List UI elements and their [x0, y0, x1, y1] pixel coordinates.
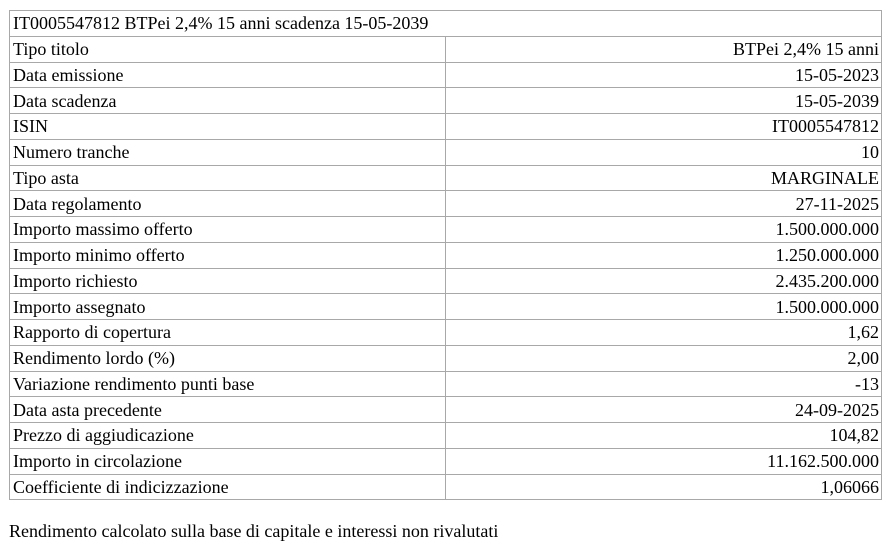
- table-row: [10, 397, 882, 423]
- row-label: Variazione rendimento punti base: [10, 371, 446, 397]
- table-row: [10, 114, 882, 140]
- table-row: [10, 294, 882, 320]
- row-value: 1,62: [446, 320, 882, 346]
- row-label: Data scadenza: [10, 88, 446, 114]
- row-label: Rendimento lordo (%): [10, 345, 446, 371]
- row-label: Data asta precedente: [10, 397, 446, 423]
- row-label: Importo assegnato: [10, 294, 446, 320]
- row-label: Importo in circolazione: [10, 448, 446, 474]
- yield-footnote: Rendimento calcolato sulla base di capitale e interessi non rivalutati: [9, 521, 499, 541]
- row-label: Numero tranche: [10, 139, 446, 165]
- table-row: [10, 423, 882, 449]
- auction-results-table-wrapper: [9, 10, 882, 500]
- row-value: 27-11-2025: [446, 191, 882, 217]
- row-label: Importo richiesto: [10, 268, 446, 294]
- row-value: 24-09-2025: [446, 397, 882, 423]
- row-label: Importo massimo offerto: [10, 217, 446, 243]
- row-label: Tipo titolo: [10, 36, 446, 62]
- row-label: Tipo asta: [10, 165, 446, 191]
- row-label: ISIN: [10, 114, 446, 140]
- row-value: 11.162.500.000: [446, 448, 882, 474]
- row-value: 2.435.200.000: [446, 268, 882, 294]
- row-label: Importo minimo offerto: [10, 242, 446, 268]
- table-row: [10, 268, 882, 294]
- table-row: [10, 217, 882, 243]
- auction-results-table-body: [10, 11, 882, 500]
- table-row: [10, 139, 882, 165]
- row-value: 1,06066: [446, 474, 882, 500]
- table-row: [10, 345, 882, 371]
- row-label: Rapporto di copertura: [10, 320, 446, 346]
- row-label: Data emissione: [10, 62, 446, 88]
- row-value: 10: [446, 139, 882, 165]
- table-row: [10, 88, 882, 114]
- auction-results-table: [9, 10, 882, 500]
- table-row: [10, 62, 882, 88]
- row-value: IT0005547812: [446, 114, 882, 140]
- table-row: [10, 474, 882, 500]
- table-row: [10, 371, 882, 397]
- row-label: Data regolamento: [10, 191, 446, 217]
- row-label: Coefficiente di indicizzazione: [10, 474, 446, 500]
- row-value: 1.500.000.000: [446, 294, 882, 320]
- row-value: 15-05-2023: [446, 62, 882, 88]
- row-value: MARGINALE: [446, 165, 882, 191]
- row-label: Prezzo di aggiudicazione: [10, 423, 446, 449]
- table-row: [10, 165, 882, 191]
- row-value: BTPei 2,4% 15 anni: [446, 36, 882, 62]
- table-title: IT0005547812 BTPei 2,4% 15 anni scadenza 15-05-2039: [10, 11, 882, 37]
- row-value: 1.500.000.000: [446, 217, 882, 243]
- table-title-row: [10, 11, 882, 37]
- table-row: [10, 320, 882, 346]
- row-value: 1.250.000.000: [446, 242, 882, 268]
- table-row: [10, 448, 882, 474]
- table-row: [10, 242, 882, 268]
- table-row: [10, 191, 882, 217]
- row-value: 15-05-2039: [446, 88, 882, 114]
- row-value: 2,00: [446, 345, 882, 371]
- row-value: 104,82: [446, 423, 882, 449]
- row-value: -13: [446, 371, 882, 397]
- table-row: [10, 36, 882, 62]
